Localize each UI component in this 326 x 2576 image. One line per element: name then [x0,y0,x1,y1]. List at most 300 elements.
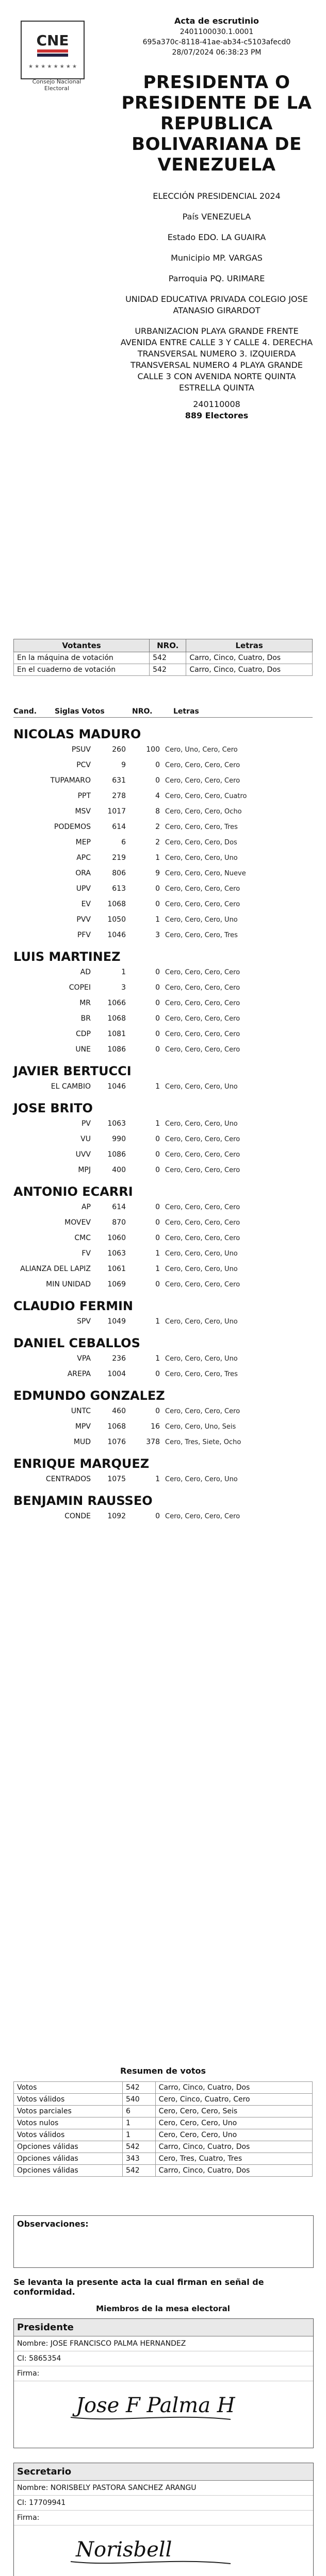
party-votes: 1 [155,854,160,862]
party-letters: Cero, Cero, Cero, Cero [165,1407,240,1415]
party-siglas: MPJ [78,1166,91,1174]
party-siglas: UNTC [71,1407,91,1415]
members-title: Miembros de la mesa electoral [96,2304,230,2313]
party-votes: 0 [155,1203,160,1211]
party-votes: 1 [155,1265,160,1273]
table-row [13,980,313,995]
party-count: 631 [112,776,126,785]
party-count: 1075 [107,1475,126,1483]
party-votes: 378 [146,1438,160,1446]
party-siglas: COPEI [69,984,91,992]
table-row [13,964,313,980]
candidate-block [13,949,313,1057]
party-siglas: VPA [77,1354,91,1363]
party-votes: 1 [155,1354,160,1363]
table-row [13,1434,313,1450]
table-row [13,1079,313,1094]
table-row [13,1147,313,1162]
party-count: 614 [112,1203,126,1211]
party-count: 870 [112,1218,126,1227]
party-votes: 0 [155,984,160,992]
table-row [13,1471,313,1487]
party-letters: Cero, Cero, Cero, Cero [165,900,240,908]
signature-stroke [71,2417,231,2419]
party-votes: 0 [155,1218,160,1227]
table-row [13,1026,313,1042]
candidate-block [13,1335,313,1382]
party-votes: 1 [155,1317,160,1326]
table-row [13,912,313,927]
party-letters: Cero, Cero, Cero, Ocho [165,807,242,816]
party-votes: 0 [155,1150,160,1159]
party-count: 1068 [107,1422,126,1431]
party-count: 614 [112,823,126,831]
candidate-block [13,1493,313,1524]
member-firma-label: Firma: [14,2366,313,2381]
pais: País VENEZUELA [182,212,251,222]
acta-timestamp: 28/07/2024 06:38:23 PM [172,48,262,57]
member-name: Nombre: JOSE FRANCISCO PALMA HERNANDEZ [14,2336,313,2351]
party-count: 1092 [107,1512,126,1520]
table-row [13,896,313,912]
party-count: 1063 [107,1249,126,1258]
party-siglas: EL CAMBIO [51,1082,91,1091]
candidate-name: EDMUNDO GONZALEZ [13,1388,165,1403]
table-row [13,788,313,804]
cand-header-cand: Cand. [13,707,37,716]
candidates-list [13,726,313,1530]
member-card [13,2318,314,2448]
party-siglas: PPT [77,792,91,800]
title-line-1: PRESIDENTA O [143,72,290,93]
party-count: 1086 [107,1045,126,1054]
party-siglas: VU [80,1135,91,1143]
summary-number: 542 [122,2141,155,2153]
party-siglas: BR [80,1014,91,1023]
table-row [13,1509,313,1524]
party-votes: 3 [155,931,160,939]
party-count: 3 [121,984,126,992]
party-siglas: CONDE [64,1512,91,1520]
candidate-name: ENRIQUE MARQUEZ [13,1456,150,1471]
voters-header-letras: Letras [186,639,313,652]
party-count: 6 [121,838,126,846]
summary-letters: Cero, Cero, Cero, Uno [155,2117,312,2129]
observaciones-box [13,2215,314,2268]
candidate-name: LUIS MARTINEZ [13,950,121,964]
table-row [14,2141,313,2153]
table-row [13,1215,313,1230]
voters-label: En la máquina de votación [14,652,150,664]
acta-number: 2401100030.1.0001 [180,28,254,36]
party-siglas: TUPAMARO [50,776,91,785]
party-letters: Cero, Cero, Uno, Seis [165,1422,236,1431]
table-row [13,1199,313,1215]
party-siglas: MPV [75,1422,91,1431]
party-votes: 1 [155,1249,160,1258]
party-siglas: MOVEV [64,1218,91,1227]
party-count: 1060 [107,1234,126,1242]
party-votes: 8 [155,807,160,816]
party-count: 260 [112,745,126,754]
party-siglas: MSV [75,807,91,816]
acta-label: Acta de escrutinio [174,16,259,26]
table-row [13,881,313,896]
observaciones-label: Observaciones: [17,2219,89,2229]
party-letters: Cero, Cero, Cero, Cero [165,1218,240,1227]
party-siglas: MEP [75,838,91,846]
table-row [14,2094,313,2106]
direccion: URBANIZACION PLAYA GRANDE FRENTE AVENIDA ENTRE CALLE 3 Y CALLE 4. DERECHA TRANSVERSAL NUMERO 3. IZQUIERDA TRANSVERSAL NUMERO 4 PLAYA GRANDE CALLE 3 CON AVENIDA NORTE QUINTA ESTRELLA QUINTA [120,326,313,393]
signature-image [14,2526,313,2572]
signature-text: Jose F Palma H [76,2394,235,2417]
voters-table [13,639,313,676]
party-votes: 0 [155,999,160,1007]
summary-letters: Cero, Tres, Cuatro, Tres [155,2153,312,2165]
summary-letters: Cero, Cinco, Cuatro, Cero [155,2094,312,2106]
candidate-name: BENJAMIN RAUSSEO [13,1494,153,1508]
signature-text: Norisbell [76,2538,172,2562]
table-row [13,1403,313,1419]
party-siglas: PV [81,1120,91,1128]
party-letters: Cero, Cero, Cero, Uno [165,1249,238,1258]
party-count: 613 [112,885,126,893]
party-votes: 0 [155,1234,160,1242]
table-row [13,757,313,773]
party-count: 219 [112,854,126,862]
voters-number: 542 [150,652,186,664]
title-line-2: PRESIDENTE DE LA [121,93,312,113]
party-siglas: PVV [76,916,91,924]
cand-header-nro: NRO. [132,707,153,716]
signature-icon [14,2526,313,2572]
party-votes: 2 [155,838,160,846]
party-count: 236 [112,1354,126,1363]
table-row [13,1246,313,1261]
voters-header-nro: NRO. [150,639,186,652]
summary-number: 1 [122,2129,155,2141]
party-count: 1046 [107,1082,126,1091]
summary-label: Opciones válidas [14,2165,123,2177]
party-votes: 0 [155,776,160,785]
summary-letters: Carro, Cinco, Cuatro, Dos [155,2082,312,2094]
table-row [13,773,313,788]
summary-title: Resumen de votos [120,2066,206,2076]
party-letters: Cero, Cero, Cero, Uno [165,1082,238,1091]
summary-letters: Cero, Cero, Cero, Seis [155,2106,312,2117]
party-votes: 0 [155,1135,160,1143]
table-row [13,1011,313,1026]
summary-label: Votos parciales [14,2106,123,2117]
summary-label: Votos válidos [14,2129,123,2141]
table-row [14,2153,313,2165]
party-count: 1066 [107,999,126,1007]
party-letters: Cero, Cero, Cero, Cero [165,1203,240,1211]
party-votes: 0 [155,900,160,908]
table-row [14,2129,313,2141]
summary-label: Opciones válidas [14,2153,123,2165]
party-votes: 0 [155,968,160,976]
table-row [13,927,313,943]
party-letters: Cero, Cero, Cero, Uno [165,1475,238,1483]
party-siglas: UNE [75,1045,91,1054]
summary-label: Votos válidos [14,2094,123,2106]
party-letters: Cero, Cero, Cero, Uno [165,1120,238,1128]
party-siglas: MIN UNIDAD [46,1280,91,1289]
party-count: 1 [121,968,126,976]
table-row [13,1314,313,1329]
conformidad-note: Se levanta la presente acta la cual firman en señal de conformidad. [13,2277,264,2297]
party-votes: 100 [146,745,160,754]
party-votes: 0 [155,1030,160,1038]
table-row [13,850,313,866]
party-letters: Cero, Cero, Cero, Uno [165,1354,238,1363]
candidate-block [13,726,313,943]
party-votes: 9 [155,869,160,877]
cand-header-siglas: Siglas Votos [55,707,105,716]
party-siglas: MR [79,999,91,1007]
party-letters: Cero, Cero, Cero, Tres [165,931,238,939]
acta-code: 695a370c-8118-41ae-ab34-c5103afecd0 [142,38,291,46]
party-count: 1046 [107,931,126,939]
party-siglas: ALIANZA DEL LAPIZ [20,1265,91,1273]
party-letters: Cero, Cero, Cero, Cero [165,885,240,893]
table-row [13,1162,313,1178]
party-count: 1068 [107,1014,126,1023]
voters-label: En el cuaderno de votación [14,664,150,676]
table-row [13,1419,313,1434]
party-count: 9 [121,761,126,769]
table-row [13,819,313,835]
cand-table-header [13,706,313,718]
party-siglas: AP [81,1203,91,1211]
party-count: 1049 [107,1317,126,1326]
table-row [13,995,313,1011]
signature-icon [14,2381,313,2428]
candidate-name: JOSE BRITO [13,1101,93,1115]
party-letters: Cero, Cero, Cero, Uno [165,854,238,862]
table-row [13,1366,313,1382]
party-votes: 1 [155,916,160,924]
parroquia: Parroquia PQ. URIMARE [168,274,265,283]
party-count: 1081 [107,1030,126,1038]
summary-label: Opciones válidas [14,2141,123,2153]
table-row [14,664,313,676]
title-line-4: BOLIVARIANA DE [132,134,302,155]
table-row [13,1261,313,1277]
table-row [14,2165,313,2177]
party-count: 1086 [107,1150,126,1159]
summary-number: 542 [122,2082,155,2094]
party-siglas: UPV [76,885,91,893]
party-letters: Cero, Cero, Cero, Cero [165,1512,240,1520]
party-count: 278 [112,792,126,800]
candidate-block [13,1100,313,1178]
cne-logo [21,21,93,92]
voters-number: 542 [150,664,186,676]
candidate-block [13,1063,313,1094]
candidate-name: JAVIER BERTUCCI [13,1064,132,1078]
summary-label: Votos nulos [14,2117,123,2129]
party-votes: 4 [155,792,160,800]
party-votes: 0 [155,761,160,769]
party-letters: Cero, Cero, Cero, Cero [165,1014,240,1023]
candidate-name: DANIEL CEBALLOS [13,1336,140,1350]
estado: Estado EDO. LA GUAIRA [167,232,266,242]
table-row [13,866,313,881]
summary-letters: Carro, Cinco, Cuatro, Dos [155,2165,312,2177]
party-votes: 0 [155,1512,160,1520]
voters-letters: Carro, Cinco, Cuatro, Dos [186,664,313,676]
party-letters: Cero, Cero, Cero, Uno [165,916,238,924]
party-letters: Cero, Cero, Cero, Tres [165,823,238,831]
party-count: 1069 [107,1280,126,1289]
logo-stars: ★ ★ ★ ★ ★ ★ ★ ★ [28,64,77,70]
party-count: 400 [112,1166,126,1174]
municipio: Municipio MP. VARGAS [171,253,263,263]
logo-frame [21,21,85,79]
table-row [13,742,313,757]
title-line-5: VENEZUELA [157,155,276,175]
party-letters: Cero, Cero, Cero, Cero [165,1150,240,1159]
summary-label: Votos [14,2082,123,2094]
member-name: Nombre: NORISBELY PASTORA SANCHEZ ARANGU [14,2481,313,2496]
party-letters: Cero, Cero, Cero, Uno [165,1265,238,1273]
party-letters: Cero, Cero, Cero, Cero [165,1234,240,1242]
party-votes: 1 [155,1120,160,1128]
svg-text:CNE: CNE [36,32,69,49]
party-letters: Cero, Cero, Cero, Tres [165,1370,238,1378]
summary-number: 540 [122,2094,155,2106]
party-votes: 0 [155,1280,160,1289]
party-letters: Cero, Cero, Cero, Cero [165,984,240,992]
party-letters: Cero, Tres, Siete, Ocho [165,1438,241,1446]
candidate-block [13,1456,313,1487]
party-votes: 0 [155,1045,160,1054]
eleccion: ELECCIÓN PRESIDENCIAL 2024 [153,191,281,201]
member-ci: CI: 17709941 [14,2496,313,2511]
summary-number: 343 [122,2153,155,2165]
party-siglas: PODEMOS [54,823,91,831]
party-siglas: ORA [75,869,91,877]
cne-emblem-icon [33,30,72,61]
party-count: 1068 [107,900,126,908]
party-siglas: MUD [73,1438,91,1446]
member-ci: CI: 5865354 [14,2351,313,2366]
party-letters: Cero, Cero, Cero, Uno [165,1317,238,1326]
party-siglas: EV [81,900,91,908]
table-row [14,2117,313,2129]
party-siglas: UVV [75,1150,91,1159]
party-siglas: CENTRADOS [45,1475,91,1483]
summary-letters: Cero, Cero, Cero, Uno [155,2129,312,2141]
party-siglas: CDP [76,1030,91,1038]
table-row [14,652,313,664]
summary-letters: Carro, Cinco, Cuatro, Dos [155,2141,312,2153]
party-siglas: AREPA [67,1370,91,1378]
party-count: 1076 [107,1438,126,1446]
centro-code: 240110008 [193,399,240,409]
member-firma-label: Firma: [14,2511,313,2526]
table-row [13,1131,313,1147]
party-letters: Cero, Cero, Cero, Cero [165,999,240,1007]
summary-section [13,2066,313,2076]
summary-number: 6 [122,2106,155,2117]
table-row [13,1042,313,1057]
signature-stroke [71,2562,231,2564]
summary-number: 1 [122,2117,155,2129]
candidate-block [13,1184,313,1292]
party-siglas: PCV [76,761,91,769]
member-role: Secretario [14,2463,313,2481]
party-votes: 16 [151,1422,160,1431]
table-row [13,1351,313,1366]
party-count: 990 [112,1135,126,1143]
party-votes: 0 [155,1014,160,1023]
party-count: 1050 [107,916,126,924]
party-letters: Cero, Uno, Cero, Cero [165,745,238,754]
party-siglas: FV [82,1249,91,1258]
signature-image [14,2381,313,2428]
party-siglas: PFV [77,931,91,939]
candidate-block [13,1298,313,1329]
title-line-3: REPUBLICA [160,113,273,134]
party-siglas: CMC [74,1234,91,1242]
party-letters: Cero, Cero, Cero, Cero [165,776,240,785]
table-row [14,2082,313,2094]
member-card [13,2463,314,2576]
party-siglas: APC [76,854,91,862]
party-letters: Cero, Cero, Cero, Cero [165,968,240,976]
party-count: 806 [112,869,126,877]
party-siglas: SPV [77,1317,91,1326]
party-letters: Cero, Cero, Cero, Cero [165,1030,240,1038]
summary-number: 542 [122,2165,155,2177]
party-siglas: AD [80,968,91,976]
candidate-name: CLAUDIO FERMIN [13,1299,134,1313]
party-votes: 1 [155,1082,160,1091]
party-letters: Cero, Cero, Cero, Cero [165,1135,240,1143]
logo-caption: Consejo Nacional Electoral [32,78,82,92]
party-count: 1063 [107,1120,126,1128]
table-row [13,1230,313,1246]
party-votes: 1 [155,1475,160,1483]
party-count: 1017 [107,807,126,816]
party-count: 1061 [107,1265,126,1273]
party-votes: 0 [155,1166,160,1174]
candidate-block [13,1388,313,1450]
party-letters: Cero, Cero, Cero, Cuatro [165,792,247,800]
table-row [13,804,313,819]
party-letters: Cero, Cero, Cero, Cero [165,1045,240,1054]
member-role: Presidente [14,2319,313,2336]
party-letters: Cero, Cero, Cero, Cero [165,1280,240,1289]
party-votes: 2 [155,823,160,831]
table-row [13,1116,313,1131]
party-siglas: PSUV [71,745,91,754]
cand-header-letras: Letras [173,707,199,716]
centro: UNIDAD EDUCATIVA PRIVADA COLEGIO JOSE ATANASIO GIRARDOT [125,294,308,315]
party-letters: Cero, Cero, Cero, Cero [165,761,240,769]
voters-letters: Carro, Cinco, Cuatro, Dos [186,652,313,664]
party-count: 1004 [107,1370,126,1378]
party-votes: 0 [155,885,160,893]
party-votes: 0 [155,1370,160,1378]
summary-table [13,2081,313,2177]
party-letters: Cero, Cero, Cero, Dos [165,838,237,846]
candidate-name: NICOLAS MADURO [13,727,141,741]
party-votes: 0 [155,1407,160,1415]
